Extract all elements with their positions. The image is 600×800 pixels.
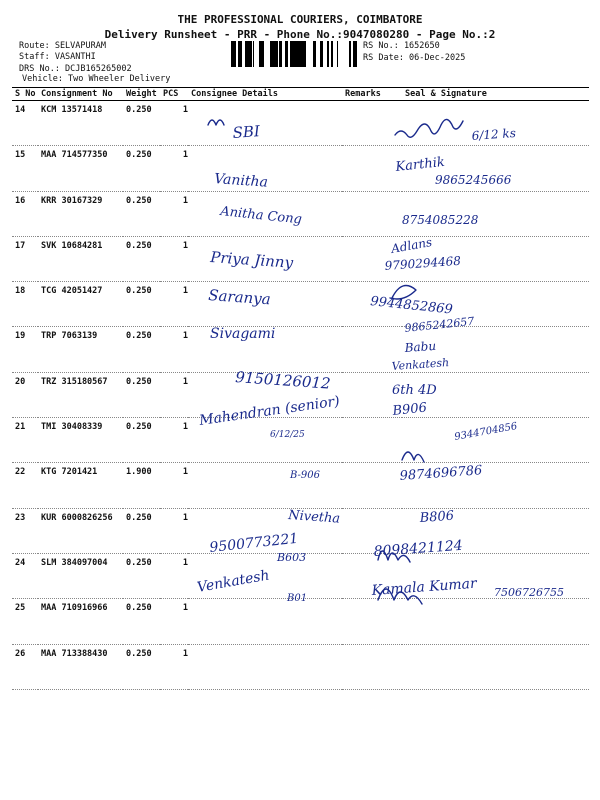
handwritten-text: SBI — [232, 122, 261, 142]
cell-weight: 0.250 — [123, 327, 160, 372]
cell-consignment: KTG 7201421 — [38, 463, 123, 508]
handwritten-text: 9865242657 — [403, 314, 475, 335]
cell-weight: 0.250 — [123, 644, 160, 689]
handwritten-text: 9944852869 — [369, 294, 454, 318]
cell-weight: 0.250 — [123, 101, 160, 146]
cell-consignment: MAA 714577350 — [38, 146, 123, 191]
staff-label: Staff: VASANTHI — [19, 52, 96, 62]
cell-signature — [402, 191, 589, 236]
cell-remarks — [342, 236, 402, 281]
handwritten-text: B603 — [277, 551, 307, 564]
cell-sno: 16 — [12, 191, 38, 236]
cell-sno: 24 — [12, 553, 38, 598]
cell-pcs: 1 — [160, 418, 188, 463]
cell-remarks — [342, 644, 402, 689]
cell-signature — [402, 508, 589, 553]
handwritten-text: Venkatesh — [195, 567, 271, 596]
handwritten-text: Venkatesh — [391, 356, 450, 373]
cell-sno: 21 — [12, 418, 38, 463]
cell-consignee — [188, 146, 342, 191]
cell-remarks — [342, 553, 402, 598]
table-row — [12, 327, 589, 372]
cell-remarks — [342, 463, 402, 508]
table-row — [12, 372, 589, 417]
column-header-pcs: PCS — [160, 88, 188, 101]
runsheet-table — [12, 87, 589, 690]
handwritten-text: Saranya — [207, 286, 272, 309]
cell-remarks — [342, 599, 402, 644]
table-row — [12, 508, 589, 553]
cell-pcs: 1 — [160, 463, 188, 508]
cell-consignee — [188, 418, 342, 463]
cell-pcs: 1 — [160, 146, 188, 191]
cell-consignee — [188, 191, 342, 236]
cell-signature — [402, 418, 589, 463]
cell-weight: 1.900 — [123, 463, 160, 508]
cell-remarks — [342, 282, 402, 327]
cell-weight: 0.250 — [123, 372, 160, 417]
handwritten-text: Kamala Kumar — [371, 575, 478, 599]
handwritten-text: Vanitha — [213, 171, 269, 191]
cell-pcs: 1 — [160, 282, 188, 327]
cell-consignment: TRZ 315180567 — [38, 372, 123, 417]
cell-consignment: TRP 7063139 — [38, 327, 123, 372]
cell-weight: 0.250 — [123, 236, 160, 281]
handwritten-text: B806 — [419, 508, 455, 526]
barcode-image — [231, 41, 357, 67]
cell-signature — [402, 463, 589, 508]
cell-signature — [402, 146, 589, 191]
cell-signature — [402, 236, 589, 281]
cell-sno: 19 — [12, 327, 38, 372]
cell-signature — [402, 372, 589, 417]
column-header-consignment: Consignment No — [38, 88, 123, 101]
cell-pcs: 1 — [160, 191, 188, 236]
cell-sno: 26 — [12, 644, 38, 689]
cell-pcs: 1 — [160, 236, 188, 281]
handwritten-text: Sivagami — [210, 326, 276, 342]
table-row — [12, 418, 589, 463]
cell-consignment: TCG 42051427 — [38, 282, 123, 327]
table-row — [12, 236, 589, 281]
cell-remarks — [342, 372, 402, 417]
cell-consignment: KUR 6000826256 — [38, 508, 123, 553]
cell-signature — [402, 282, 589, 327]
handwritten-text: Mahendran (senior) — [198, 393, 341, 429]
handwritten-text: 6/12/25 — [270, 430, 305, 440]
column-header-sno: S No — [12, 88, 38, 101]
cell-pcs: 1 — [160, 372, 188, 417]
handwritten-text: 8098421124 — [373, 537, 464, 560]
handwritten-text: Adlans — [390, 235, 434, 256]
cell-sno: 17 — [12, 236, 38, 281]
handwritten-text: B01 — [287, 593, 308, 604]
handwritten-text: Karthik — [394, 154, 446, 175]
cell-signature — [402, 327, 589, 372]
handwritten-text: 6/12 ks — [471, 125, 517, 143]
handwritten-text: 9865245666 — [435, 173, 512, 187]
table-row — [12, 644, 589, 689]
handwritten-text: 9790294468 — [384, 253, 462, 273]
table-row — [12, 146, 589, 191]
cell-consignment: MAA 710916966 — [38, 599, 123, 644]
handwritten-text: 9500773221 — [208, 530, 300, 556]
company-title: THE PROFESSIONAL COURIERS, COIMBATORE — [177, 13, 423, 26]
cell-consignee — [188, 553, 342, 598]
cell-signature — [402, 101, 589, 146]
route-label: Route: SELVAPURAM — [19, 41, 106, 51]
table-header-row — [12, 88, 589, 101]
cell-consignee — [188, 599, 342, 644]
cell-sno: 20 — [12, 372, 38, 417]
cell-remarks — [342, 101, 402, 146]
handwritten-text: 9150126012 — [234, 368, 332, 393]
cell-signature — [402, 553, 589, 598]
runsheet-subtitle: Delivery Runsheet - PRR - Phone No.:9047080280 - Page No.:2 — [104, 28, 496, 41]
handwritten-text: 8754085228 — [402, 213, 479, 227]
cell-remarks — [342, 508, 402, 553]
cell-weight: 0.250 — [123, 282, 160, 327]
cell-consignment: KRR 30167329 — [38, 191, 123, 236]
cell-consignee — [188, 463, 342, 508]
cell-sno: 25 — [12, 599, 38, 644]
cell-weight: 0.250 — [123, 191, 160, 236]
rs-number: RS No.: 1652650 — [363, 41, 440, 51]
cell-weight: 0.250 — [123, 146, 160, 191]
cell-weight: 0.250 — [123, 599, 160, 644]
handwritten-text: B906 — [391, 400, 428, 419]
cell-remarks — [342, 418, 402, 463]
column-header-weight: Weight — [123, 88, 160, 101]
cell-signature — [402, 599, 589, 644]
handwritten-text: 6th 4D — [392, 383, 437, 398]
cell-weight: 0.250 — [123, 553, 160, 598]
cell-signature — [402, 644, 589, 689]
handwritten-text: 9874696786 — [399, 463, 483, 484]
cell-consignee — [188, 372, 342, 417]
table-row — [12, 191, 589, 236]
column-header-signature: Seal & Signature — [402, 88, 589, 101]
cell-remarks — [342, 191, 402, 236]
handwritten-text: Priya Jinny — [209, 248, 294, 272]
cell-consignment: SVK 10684281 — [38, 236, 123, 281]
cell-sno: 15 — [12, 146, 38, 191]
cell-consignee — [188, 282, 342, 327]
cell-pcs: 1 — [160, 644, 188, 689]
cell-sno: 23 — [12, 508, 38, 553]
table-row — [12, 282, 589, 327]
table-row — [12, 101, 589, 146]
handwritten-text: Anitha Cong — [219, 204, 303, 228]
handwritten-text: 9344704856 — [453, 421, 519, 443]
rs-date: RS Date: 06-Dec-2025 — [363, 53, 466, 63]
table-row — [12, 599, 589, 644]
handwritten-text: B-906 — [290, 470, 320, 481]
cell-sno: 14 — [12, 101, 38, 146]
handwritten-text: Babu — [404, 338, 437, 355]
cell-pcs: 1 — [160, 599, 188, 644]
column-header-remarks: Remarks — [342, 88, 402, 101]
handwritten-text: 7506726755 — [494, 586, 564, 599]
cell-pcs: 1 — [160, 508, 188, 553]
cell-consignment: TMI 30408339 — [38, 418, 123, 463]
cell-weight: 0.250 — [123, 418, 160, 463]
cell-consignment: SLM 384097004 — [38, 553, 123, 598]
cell-sno: 18 — [12, 282, 38, 327]
cell-consignment: KCM 13571418 — [38, 101, 123, 146]
cell-remarks — [342, 146, 402, 191]
cell-consignee — [188, 508, 342, 553]
cell-consignee — [188, 236, 342, 281]
vehicle-label: Vehicle: Two Wheeler Delivery — [22, 74, 171, 84]
cell-pcs: 1 — [160, 327, 188, 372]
table-row — [12, 463, 589, 508]
cell-pcs: 1 — [160, 553, 188, 598]
drs-number: DRS No.: DCJB165265002 — [19, 64, 132, 74]
cell-consignee — [188, 101, 342, 146]
cell-sno: 22 — [12, 463, 38, 508]
cell-consignee — [188, 327, 342, 372]
cell-weight: 0.250 — [123, 508, 160, 553]
table-row — [12, 553, 589, 598]
handwritten-text: Nivetha — [287, 508, 341, 527]
cell-remarks — [342, 327, 402, 372]
column-header-consignee: Consignee Details — [188, 88, 342, 101]
cell-consignee — [188, 644, 342, 689]
cell-consignment: MAA 713388430 — [38, 644, 123, 689]
cell-pcs: 1 — [160, 101, 188, 146]
